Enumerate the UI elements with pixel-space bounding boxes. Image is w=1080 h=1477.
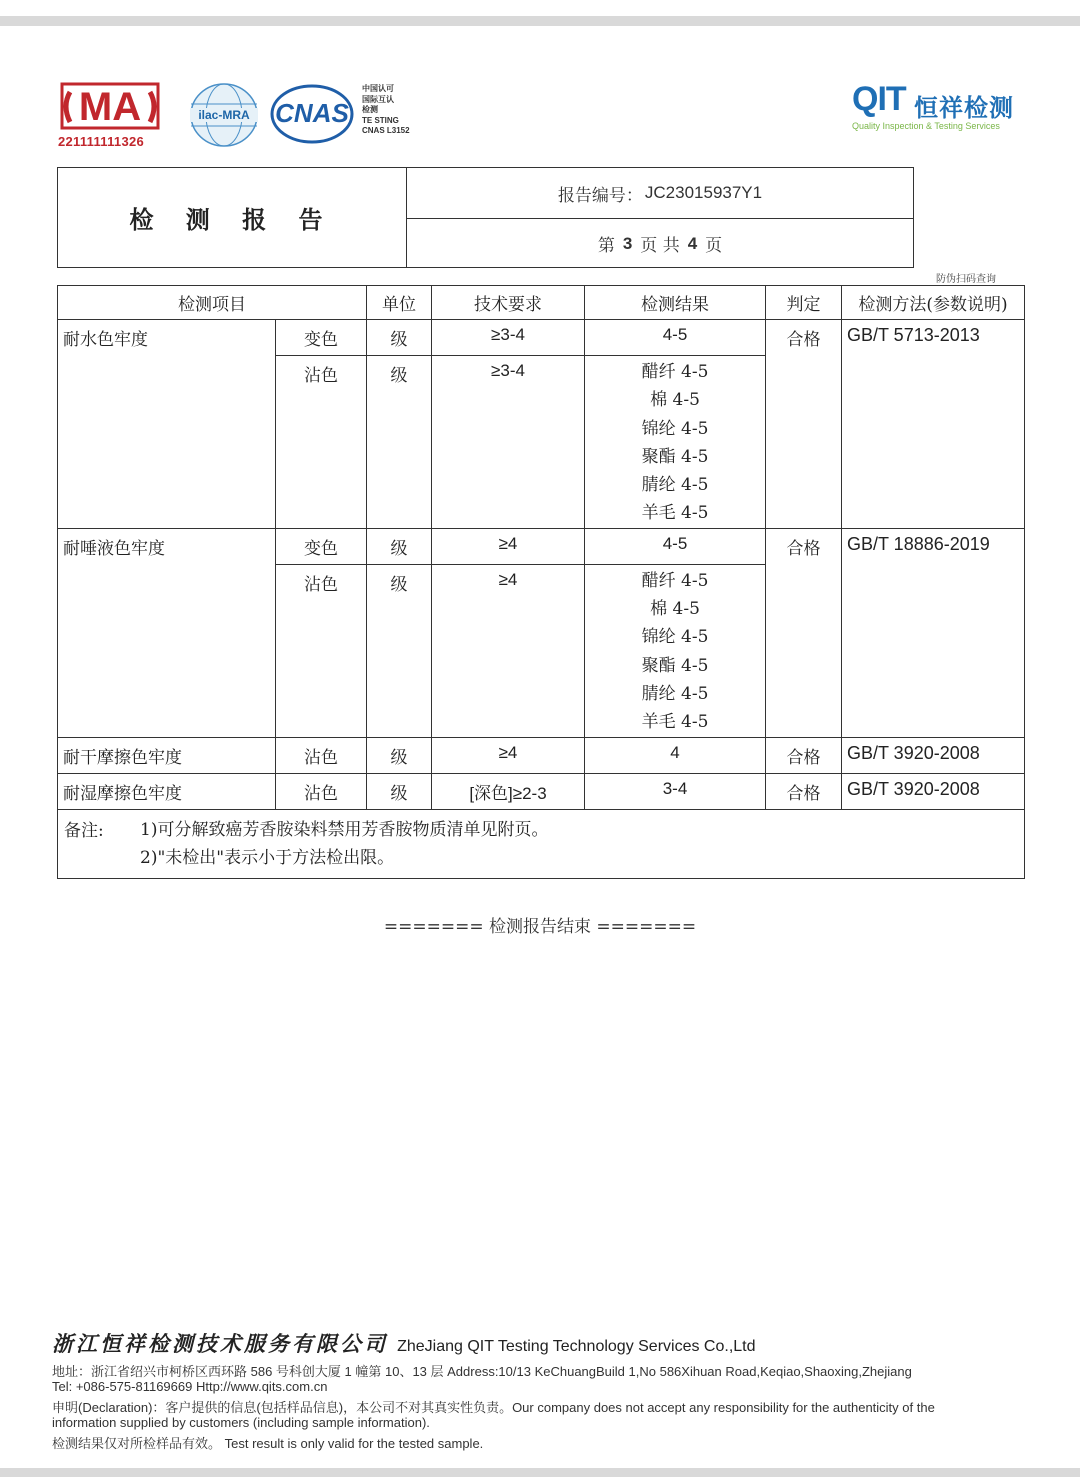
col-header-requirement: 技术要求 [432, 286, 585, 320]
results-table [57, 285, 1025, 879]
ilac-globe-icon [188, 82, 260, 148]
page-mid: 页 共 [640, 236, 680, 256]
unit: 级 [367, 320, 432, 356]
note-line: 2)"未检出"表示小于方法检出限。 [140, 847, 395, 868]
ilac-text: ilac-MRA [198, 108, 250, 122]
test-item: 耐唾液色牢度 [58, 528, 276, 737]
company-name [52, 1328, 756, 1358]
result: 4-5 [585, 528, 766, 564]
result: 3-4 [585, 773, 766, 809]
result: 4-5 [585, 320, 766, 356]
col-header-result: 检测结果 [585, 286, 766, 320]
company-name-en: ZheJiang QIT Testing Technology Services Co.,Ltd [397, 1338, 756, 1355]
top-border [0, 16, 1080, 26]
requirement: ≥3-4 [432, 356, 585, 529]
report-number-value: JC23015937Y1 [644, 183, 763, 202]
page-total: 4 [687, 233, 698, 253]
cnas-logo [270, 84, 354, 148]
bottom-border [0, 1468, 1080, 1477]
table-row [58, 528, 1025, 564]
page-current: 3 [622, 233, 633, 253]
requirement: [深色]≥2-3 [432, 773, 585, 809]
col-header-method: 检测方法(参数说明) [842, 286, 1025, 320]
col-header-item: 检测项目 [58, 286, 367, 320]
qit-tagline: Quality Inspection & Testing Services [852, 121, 1000, 131]
list-item: 羊毛 4-5 [641, 503, 709, 524]
sub-item: 沾色 [276, 564, 367, 737]
requirement: ≥4 [432, 528, 585, 564]
ilac-mra-logo [188, 82, 260, 152]
unit: 级 [367, 773, 432, 809]
requirement: ≥4 [432, 737, 585, 773]
list-item: 腈纶 4-5 [641, 475, 709, 496]
list-item: 锦纶 4-5 [641, 418, 709, 439]
footer-declaration-2: information supplied by customers (including sample information). [52, 1415, 430, 1430]
cnas-side-text: 中国认可 国际互认 检测 TE STING CNAS L3152 [362, 84, 410, 135]
list-item: 棉 4-5 [650, 599, 700, 620]
table-row [58, 320, 1025, 356]
test-method: GB/T 3920-2008 [842, 737, 1025, 773]
notes-cell [58, 809, 1025, 878]
footer-validity: 检测结果仅对所检样品有效。 Test result is only valid for the tested sample. [52, 1436, 484, 1451]
test-item: 耐干摩擦色牢度 [58, 737, 276, 773]
report-number-label: 报告编号： [557, 185, 643, 206]
list-item: 锦纶 4-5 [641, 627, 709, 648]
table-row [58, 737, 1025, 773]
sub-item: 沾色 [276, 737, 367, 773]
list-item: 聚酯 4-5 [641, 446, 709, 467]
company-name-cn: 浙江恒祥检测技术服务有限公司 [52, 1331, 388, 1356]
unit: 级 [367, 564, 432, 737]
test-method: GB/T 18886-2019 [842, 528, 1025, 737]
qit-brand-logo: QIT [852, 80, 906, 118]
sub-item: 变色 [276, 528, 367, 564]
page-suffix: 页 [705, 236, 723, 256]
test-item: 耐水色牢度 [58, 320, 276, 529]
unit: 级 [367, 356, 432, 529]
footer-declaration-1: 申明(Declaration)：客户提供的信息(包括样品信息)，本公司不对其真实性负责。Our company does not accept any responsibility for the authenticity of the [52, 1400, 935, 1415]
test-item: 耐湿摩擦色牢度 [58, 773, 276, 809]
requirement: ≥4 [432, 564, 585, 737]
list-item: 醋纤 4-5 [641, 570, 709, 591]
verdict: 合格 [766, 320, 842, 529]
list-item: 聚酯 4-5 [641, 655, 709, 676]
sub-item: 沾色 [276, 356, 367, 529]
cma-number: 221111111326 [58, 134, 145, 149]
report-header-box [57, 167, 914, 268]
col-header-unit: 单位 [367, 286, 432, 320]
verdict: 合格 [766, 528, 842, 737]
sub-item: 变色 [276, 320, 367, 356]
result-list [585, 564, 766, 737]
table-row [58, 773, 1025, 809]
col-header-verdict: 判定 [766, 286, 842, 320]
notes-row [58, 809, 1025, 878]
result: 4 [585, 737, 766, 773]
list-item: 醋纤 4-5 [641, 362, 709, 382]
qit-cn-name: 恒祥检测 [914, 94, 1014, 122]
table-header-row [58, 286, 1025, 320]
cma-mark-icon [56, 78, 164, 134]
report-number [407, 168, 913, 218]
list-item: 棉 4-5 [650, 390, 700, 411]
cnas-text: CNAS [275, 98, 349, 128]
verdict: 合格 [766, 773, 842, 809]
result-list [585, 356, 766, 529]
test-method: GB/T 3920-2008 [842, 773, 1025, 809]
list-item: 羊毛 4-5 [641, 712, 709, 733]
cma-logo [56, 78, 166, 150]
report-end-marker: ======= 检测报告结束 ======= [383, 917, 697, 937]
cnas-mark-icon [270, 84, 354, 144]
sub-item: 沾色 [276, 773, 367, 809]
document-title: 检 测 报 告 [129, 206, 335, 234]
note-line: 1)可分解致癌芳香胺染料禁用芳香胺物质清单见附页。 [140, 819, 549, 840]
footer-address: 地址：浙江省绍兴市柯桥区西环路 586 号科创大厦 1 幢第 10、13 层 Address:10/13 KeChuangBuild 1,No 586Xihuan Road,Keqiao,Shaoxing,Zhejiang [52, 1364, 912, 1379]
notes-label: 备注: [64, 820, 104, 841]
unit: 级 [367, 737, 432, 773]
verdict: 合格 [766, 737, 842, 773]
requirement: ≥3-4 [432, 320, 585, 356]
unit: 级 [367, 528, 432, 564]
page-indicator [407, 219, 913, 268]
list-item: 腈纶 4-5 [641, 683, 709, 704]
page-prefix: 第 [597, 236, 615, 256]
svg-text:MA: MA [78, 85, 142, 129]
footer-contact: Tel: +086-575-81169669 Http://www.qits.com.cn [52, 1379, 328, 1394]
test-method: GB/T 5713-2013 [842, 320, 1025, 529]
anti-fake-qr-label: 防伪扫码查询 [936, 274, 996, 285]
